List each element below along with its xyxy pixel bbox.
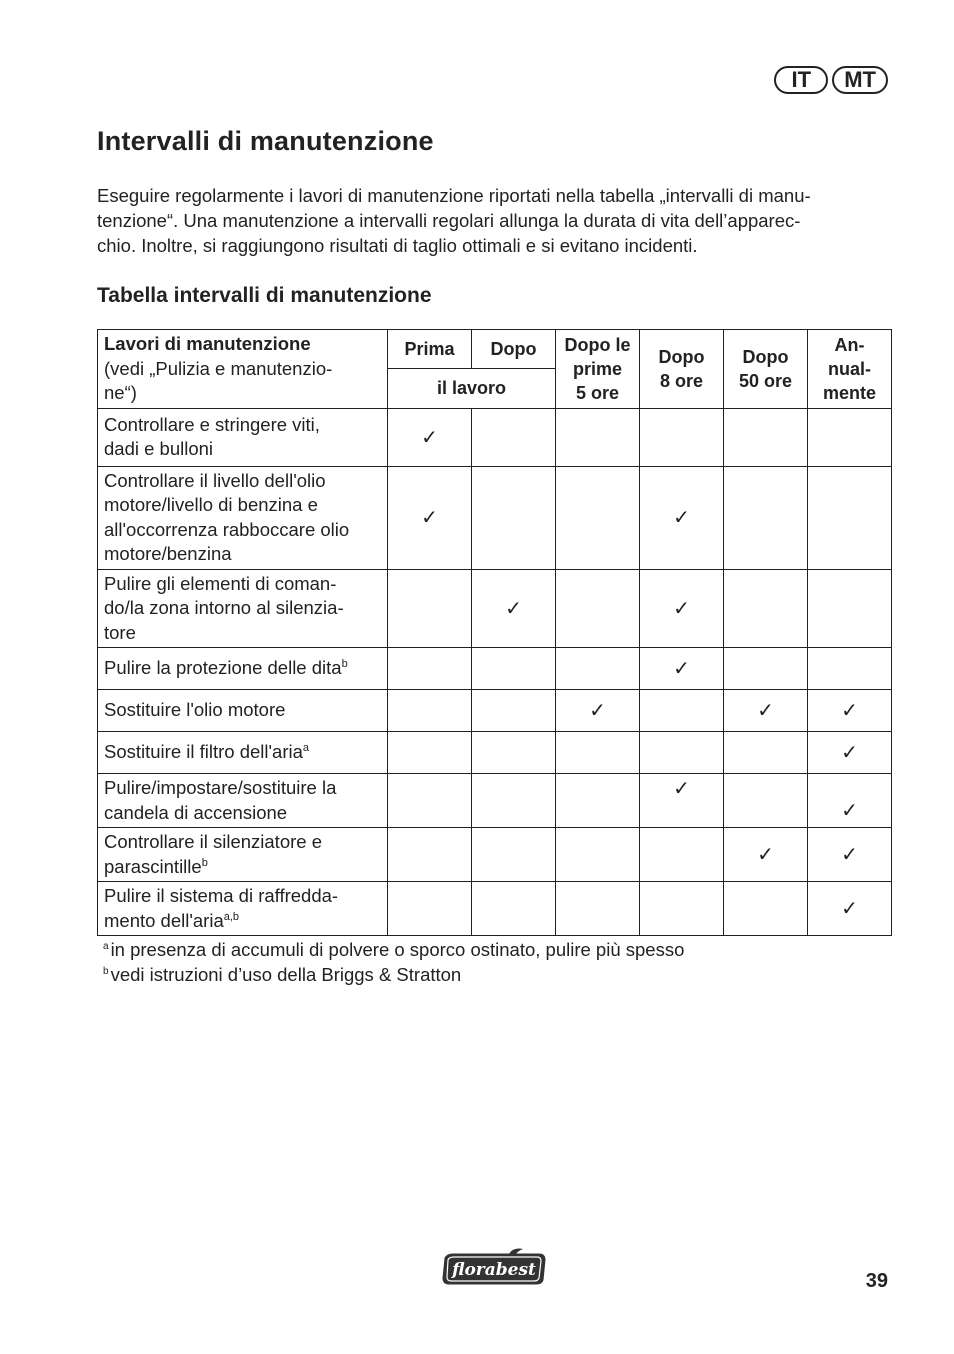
header-prima: Prima [388,330,472,369]
check-cell [640,466,724,569]
task-line: tore [104,621,136,643]
check-cell [808,690,892,732]
check-cell [640,828,724,882]
header-line: 50 ore [738,370,793,391]
task-line: parascintille [104,855,202,877]
task-footnote-mark: b [201,856,208,869]
check-cell [472,828,556,882]
check-icon: ✓ [673,507,690,529]
check-cell [556,882,640,936]
check-icon: ✓ [421,507,438,529]
task-line: motore/livello di benzina e [104,494,318,515]
check-icon: ✓ [505,597,522,620]
header-line: mente [822,382,876,403]
intro-line: tenzione“. Una manutenzione a intervalli regolari allunga la durata di vita dell’apparec- [97,210,801,231]
task-line: Pulire la protezione delle dita [104,657,342,679]
check-cell [724,648,808,690]
header-line: Dopo le [564,334,631,355]
florabest-logo [439,1248,551,1288]
task-cell [98,828,388,882]
footnote-text: vedi istruzioni d’uso della Briggs & Stratton [110,964,462,985]
task-line: Pulire il sistema di raffredda- [104,885,339,906]
check-cell [472,690,556,732]
intro-paragraph [97,183,877,258]
check-cell [808,648,892,690]
check-icon: ✓ [841,898,858,920]
check-cell [472,569,556,648]
table-row [98,774,892,828]
check-cell [556,569,640,648]
task-line: Controllare il livello dell'olio [104,469,326,491]
table-row [98,569,892,648]
check-icon: ✓ [673,658,690,680]
task-line: motore/benzina [104,543,232,564]
check-cell [724,690,808,732]
check-cell [808,732,892,774]
maintenance-table [97,329,892,936]
task-line: Controllare il silenziatore e [104,831,322,852]
header-il-lavoro: il lavoro [388,369,556,408]
footnote-mark: b [103,965,109,977]
header-line: Dopo [742,346,789,367]
check-cell [808,408,892,466]
check-cell [388,466,472,569]
check-icon: ✓ [757,700,774,722]
table-row [98,732,892,774]
check-cell [556,466,640,569]
table-row [98,882,892,936]
check-cell [724,828,808,882]
table-title: Tabella intervalli di manutenzione [97,284,432,307]
check-cell [472,466,556,569]
task-footnote-mark: a,b [223,910,240,923]
task-cell [98,732,388,774]
table-row [98,648,892,690]
check-cell [808,828,892,882]
check-cell [640,690,724,732]
header-task-note: ne“) [104,382,137,403]
table-row [98,408,892,466]
task-cell [98,774,388,828]
header-line: nual- [828,358,871,379]
check-icon: ✓ [673,778,690,800]
check-icon: ✓ [841,800,858,822]
check-icon: ✓ [589,700,606,722]
task-line: all'occorrenza rabboccare olio [104,518,350,540]
header-task [98,330,388,409]
header-annualmente [808,330,892,409]
header-line: 5 ore [575,382,620,403]
task-cell [98,648,388,690]
task-line: Sostituire l'olio motore [104,699,286,721]
check-cell [724,732,808,774]
task-footnote-mark: a [302,742,310,755]
check-cell [388,408,472,466]
header-line: An- [834,334,865,355]
task-line: Pulire/impostare/sostituire la [104,777,337,798]
footnotes [103,937,684,987]
task-line: dadi e bulloni [104,438,214,459]
check-cell [556,774,640,828]
check-cell [640,648,724,690]
check-cell [724,774,808,828]
intro-line: Eseguire regolarmente i lavori di manutenzione riportati nella tabella „intervalli di manu- [97,185,811,206]
language-badge-it: IT [774,66,828,94]
task-cell [98,569,388,648]
check-cell [388,569,472,648]
page-number: 39 [865,1270,888,1292]
task-line: candela di accensione [104,801,288,823]
check-cell [472,732,556,774]
intro-line: chio. Inoltre, si raggiungono risultati di taglio ottimali e si evitano incidenti. [97,235,698,256]
check-icon: ✓ [757,844,774,866]
table-row [98,690,892,732]
language-badges [774,66,888,94]
header-dopo-50-ore [724,330,808,409]
check-icon: ✓ [841,742,858,764]
check-cell [556,828,640,882]
check-icon: ✓ [841,844,858,866]
logo-text: florabest [452,1260,536,1280]
header-dopo-prime-5-ore [556,330,640,409]
check-cell [388,828,472,882]
check-cell [640,774,724,828]
task-cell [98,408,388,466]
footnote-text: in presenza di accumuli di polvere o sporco ostinato, pulire più spesso [110,939,685,960]
check-cell [388,648,472,690]
check-icon: ✓ [421,426,438,449]
task-line: Sostituire il filtro dell'aria [104,741,303,763]
check-cell [388,882,472,936]
language-badge-mt: MT [832,66,888,94]
check-cell [808,466,892,569]
page-title: Intervalli di manutenzione [97,126,434,156]
check-cell [472,882,556,936]
header-dopo-8-ore [640,330,724,409]
header-line: prime [572,358,623,379]
check-cell [724,466,808,569]
table-row [98,828,892,882]
check-cell [640,408,724,466]
check-cell [388,774,472,828]
check-cell [640,569,724,648]
check-cell [640,732,724,774]
task-cell [98,466,388,569]
header-dopo: Dopo [472,330,556,369]
check-cell [556,648,640,690]
task-line: mento dell'aria [104,909,224,931]
check-icon: ✓ [841,700,858,722]
task-footnote-mark: b [341,658,348,671]
task-line: do/la zona intorno al silenzia- [104,597,344,618]
check-icon: ✓ [673,597,690,620]
check-cell [556,408,640,466]
check-cell [724,408,808,466]
check-cell [472,408,556,466]
header-task-title: Lavori di manutenzione [104,333,311,354]
task-cell [98,882,388,936]
header-line: Dopo [658,346,705,367]
check-cell [724,569,808,648]
check-cell [808,882,892,936]
header-line: 8 ore [659,370,704,391]
check-cell [556,690,640,732]
check-cell [472,774,556,828]
check-cell [808,569,892,648]
check-cell [472,648,556,690]
header-task-note: (vedi „Pulizia e manutenzio- [104,357,333,379]
check-cell [388,690,472,732]
table-row [98,466,892,569]
footnote [103,937,684,962]
check-cell [388,732,472,774]
footnote-mark: a [103,940,109,952]
task-line: Controllare e stringere viti, [104,413,320,435]
task-line: Pulire gli elementi di coman- [104,572,337,594]
check-cell [640,882,724,936]
task-cell [98,690,388,732]
check-cell [724,882,808,936]
check-cell [808,774,892,828]
footnote [103,962,684,987]
check-cell [556,732,640,774]
